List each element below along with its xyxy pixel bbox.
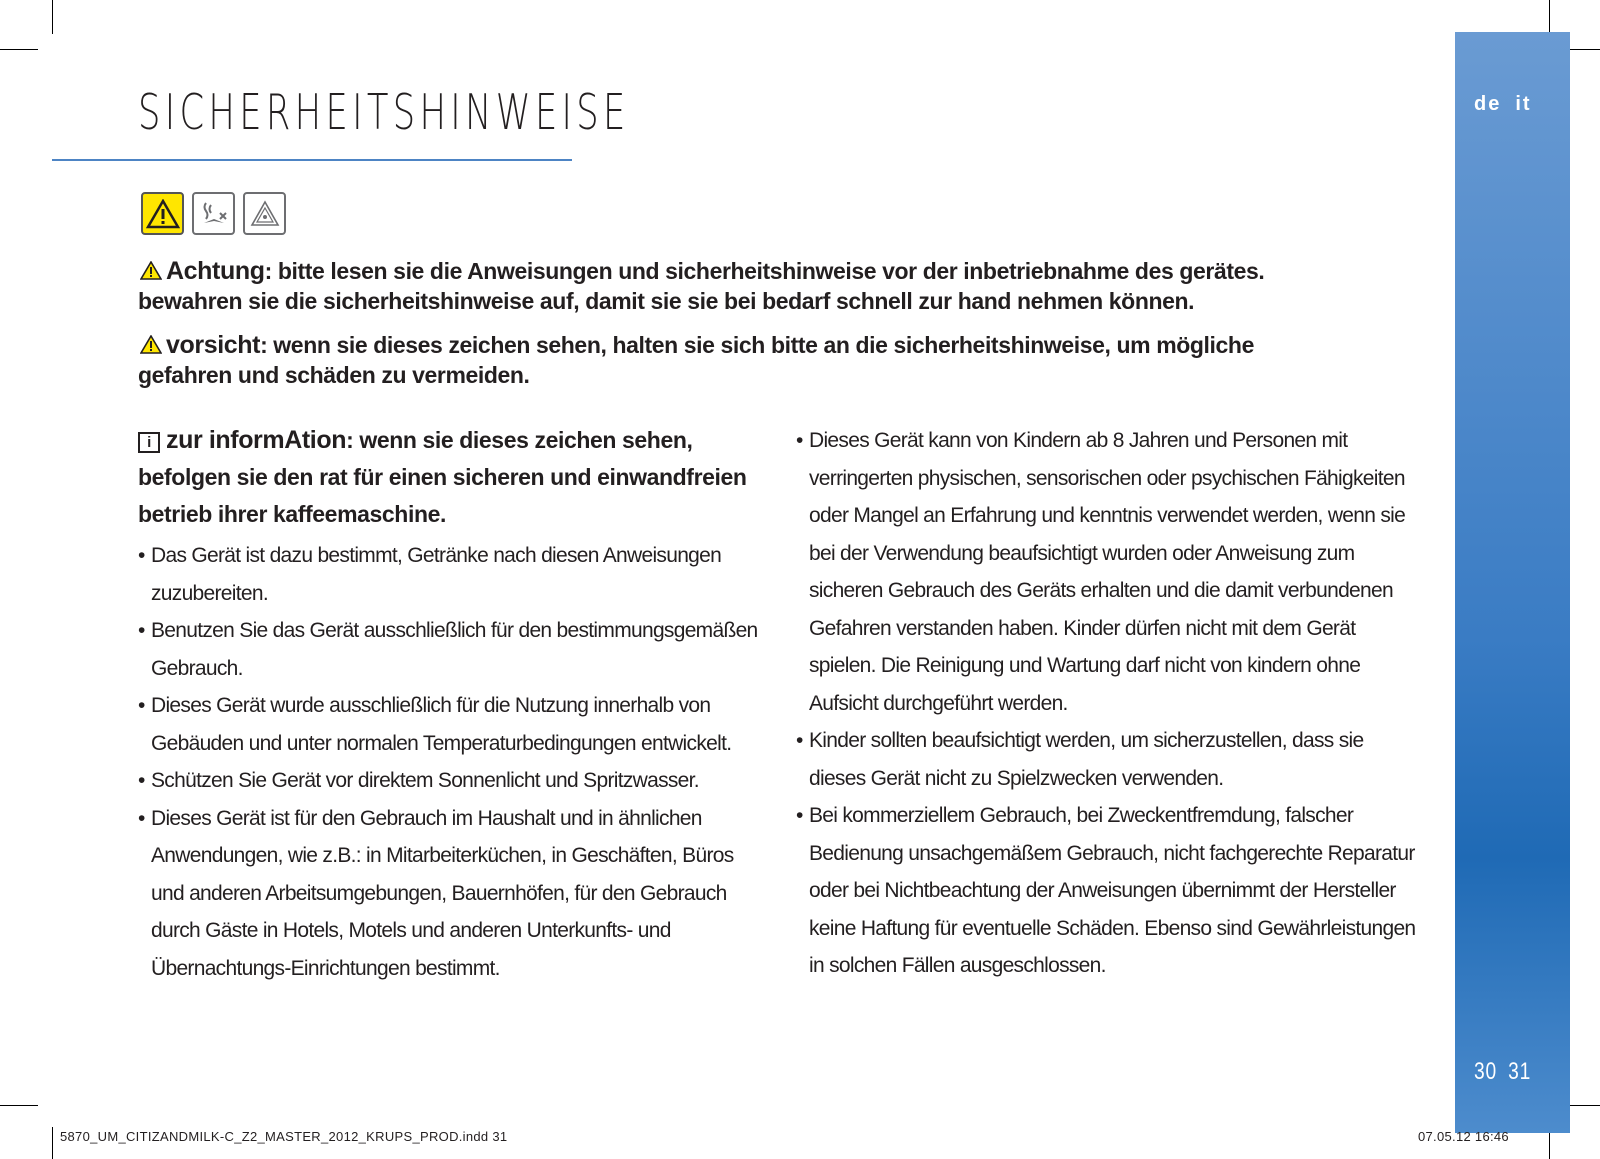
language-tabs	[1474, 93, 1546, 116]
crop-mark	[1549, 0, 1550, 34]
list-item: • Kinder sollten beaufsichtigt werden, um sicherzustellen, dass sie dieses Gerät nicht zu Spielzwecken verwenden.	[796, 722, 1416, 797]
print-slug-file: 5870_UM_CITIZANDMILK-C_Z2_MASTER_2012_KRUPS_PROD.indd 31	[60, 1129, 508, 1144]
print-slug-date: 07.05.12 16:46	[1418, 1129, 1509, 1144]
right-column	[796, 422, 1416, 985]
notice-info	[138, 422, 768, 533]
crop-mark	[52, 0, 53, 34]
crop-mark	[52, 1127, 53, 1159]
page-number-right: 31	[1508, 1058, 1532, 1085]
hazard-label-icon	[243, 192, 286, 235]
lang-it[interactable]: it	[1515, 93, 1532, 115]
notice-text: : wenn sie dieses zeichen sehen, befolgen sie den rat für einen sicheren und einwandfreien betrieb ihrer kaffeemaschine.	[138, 427, 747, 527]
notice-text: : wenn sie dieses zeichen sehen, halten sie sich bitte an die sicherheitshinweise, um mögliche gefahren und schäden zu vermeiden.	[138, 332, 1254, 388]
list-item: • Dieses Gerät wurde ausschließlich für die Nutzung innerhalb von Gebäuden und unter normalen Temperaturbedingungen entwickelt.	[138, 687, 768, 762]
notice-tag: Achtung	[166, 257, 265, 285]
list-item: • Dieses Gerät kann von Kindern ab 8 Jahren und Personen mit verringerten physischen, sensorischen oder psychischen Fähigkeiten oder Mangel an Erfahrung und kenntnis verwendet werden, wenn sie bei der Verwendung beaufsichtigt wurden oder Anweisung zum sicheren Gebrauch des Geräts erhalten und die damit verbundenen Gefahren verstanden haben. Kinder dürfen nicht mit dem Gerät spielen. Die Reinigung und Wartung darf nicht von kindern ohne Aufsicht durchgeführt werden.	[796, 422, 1416, 722]
right-bullet-list	[796, 422, 1416, 985]
list-item: • Bei kommerziellem Gebrauch, bei Zweckentfremdung, falscher Bedienung unsachgemäßem Gebrauch, nicht fachgerechte Reparatur oder bei Nichtbeachtung der Anweisungen übernimmt der Hersteller keine Haftung für eventuelle Schäden. Ebenso sind Gewährleistungen in solchen Fällen ausgeschlossen.	[796, 797, 1416, 985]
page-number-left: 30	[1474, 1058, 1497, 1085]
list-item: • Das Gerät ist dazu bestimmt, Getränke nach diesen Anweisungen zuzubereiten.	[138, 537, 768, 612]
language-sidebar	[1455, 32, 1570, 1133]
info-icon: i	[138, 432, 160, 453]
title-underline	[52, 159, 572, 161]
warning-triangle-icon	[140, 335, 162, 354]
notice-tag: vorsicht	[166, 331, 261, 359]
crop-mark	[0, 49, 38, 50]
left-column	[138, 422, 768, 987]
page-title: SICHERHEITSHINWEISE	[138, 84, 630, 141]
crop-mark	[0, 1105, 38, 1106]
list-item: • Benutzen Sie das Gerät ausschließlich für den bestimmungsgemäßen Gebrauch.	[138, 612, 768, 687]
lang-de[interactable]: de	[1474, 93, 1502, 115]
hot-surface-icon	[192, 192, 235, 235]
warning-triangle-icon	[140, 261, 162, 280]
notice-vorsicht	[138, 330, 1318, 390]
page-numbers	[1474, 1058, 1542, 1086]
list-item: • Schützen Sie Gerät vor direktem Sonnenlicht und Spritzwasser.	[138, 762, 768, 800]
safety-symbols	[141, 192, 286, 235]
list-item: • Dieses Gerät ist für den Gebrauch im Haushalt und in ähnlichen Anwendungen, wie z.B.: in Mitarbeiterküchen, in Geschäften, Büros und anderen Arbeitsumgebungen, Bauernhöfen, für den Gebrauch durch Gäste in Hotels, Motels und anderen Unterkunfts- und Übernachtungs-Einrichtungen bestimmt.	[138, 800, 768, 988]
warning-triangle-icon	[141, 192, 184, 235]
notice-text: : bitte lesen sie die Anweisungen und sicherheitshinweise vor der inbetriebnahme des gerätes. bewahren sie die sicherheitshinweise auf, damit sie sie bei bedarf schnell zur hand nehmen können.	[138, 258, 1265, 314]
left-bullet-list	[138, 537, 768, 987]
notice-tag: zur informAtion	[166, 426, 347, 454]
notice-achtung	[138, 256, 1318, 316]
